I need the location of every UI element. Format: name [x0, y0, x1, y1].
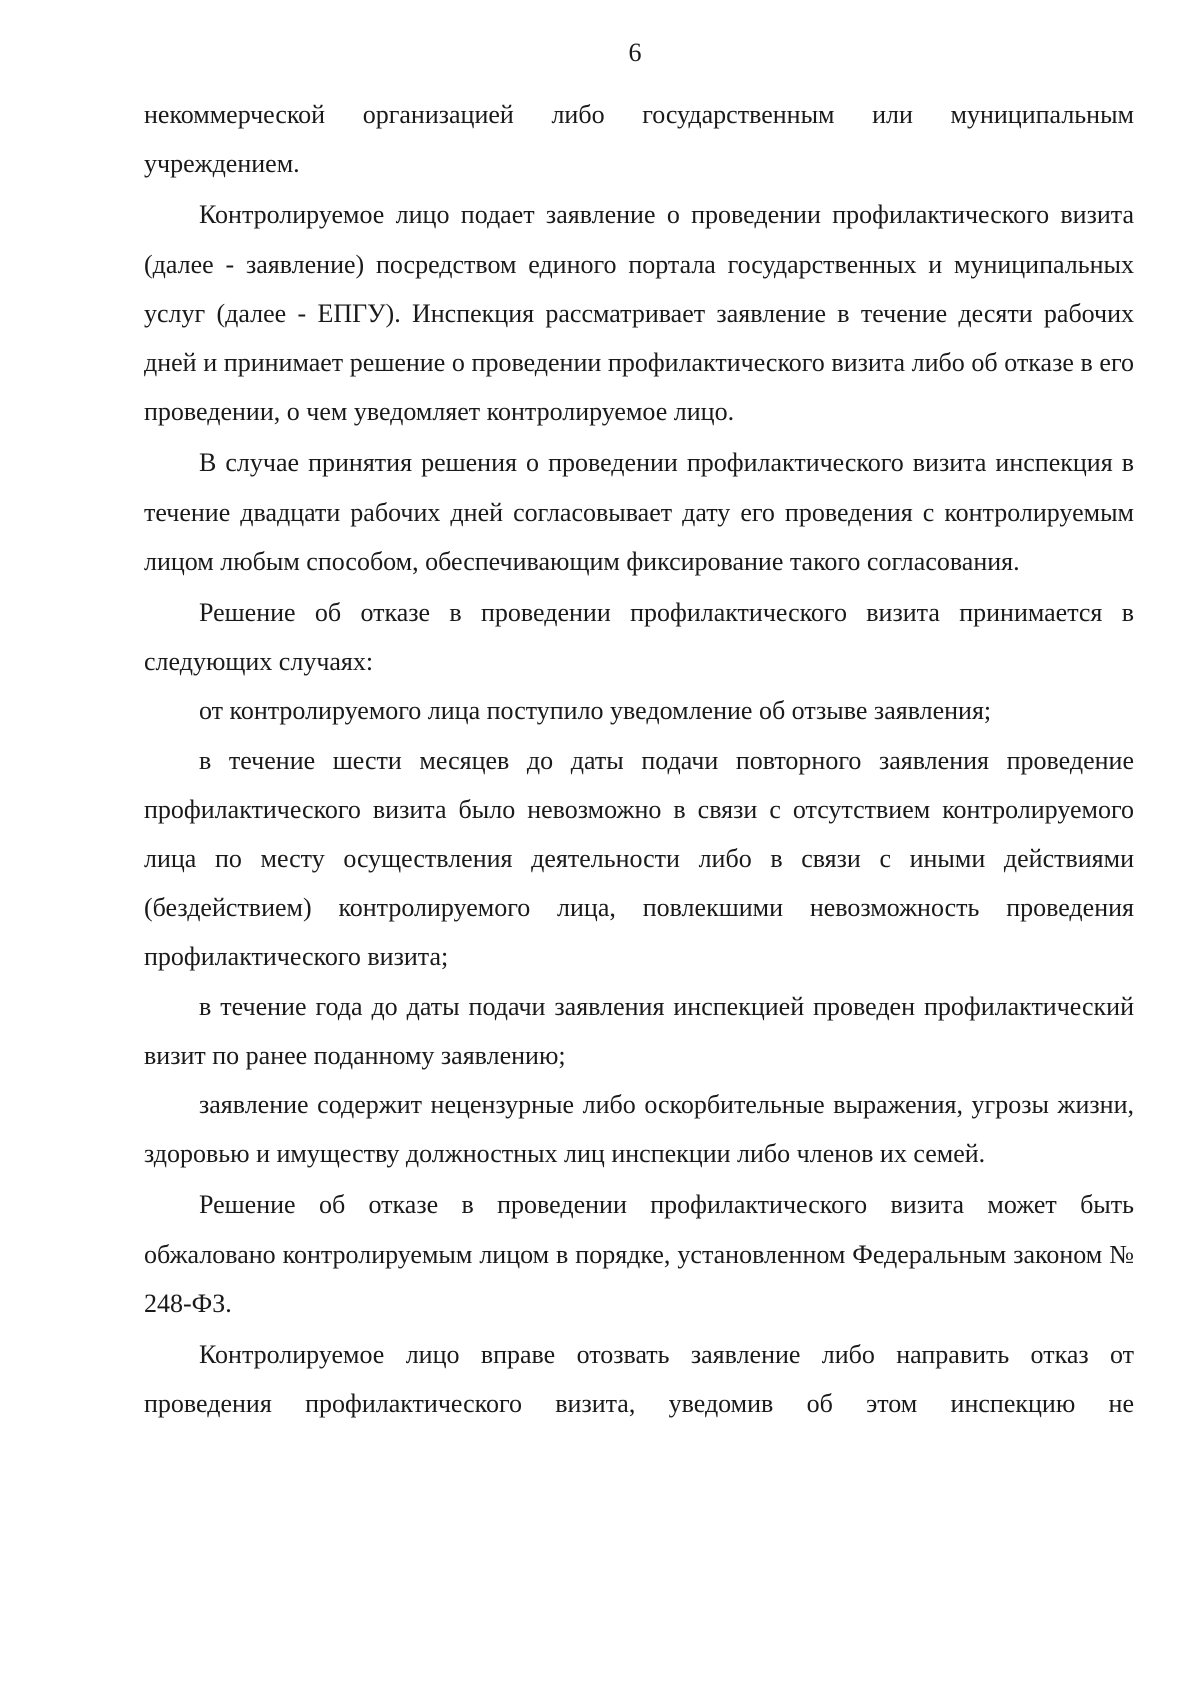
- paragraph: Контролируемое лицо подает заявление о проведении профилактического визита (далее - заявление) посредством единого портала государственных и муниципальных услуг (далее - ЕПГУ). Инспекция рассматривает заявление в течение десяти рабочих дней и принимает решение о проведении профилактического визита либо об отказе в его проведении, о чем уведомляет контролируемое лицо.: [144, 200, 1134, 427]
- paragraph-continuation: некоммерческой организацией либо государственным или муниципальным учреждением.: [144, 100, 1134, 179]
- page-number: 6: [628, 38, 642, 67]
- list-item: в течение шести месяцев до даты подачи повторного заявления проведение профилактического визита было невозможно в связи с отсутствием контролируемого лица по месту осуществления деятельности либо в связи с иными действиями (бездействием) контролируемого лица, повлекшими невозможность проведения профилактического визита;: [144, 745, 1134, 972]
- list-item: заявление содержит нецензурные либо оскорбительные выражения, угрозы жизни, здоровью и имуществу должностных лиц инспекции либо членов их семей.: [144, 1090, 1134, 1169]
- paragraph: Решение об отказе в проведении профилактического визита принимается в следующих случаях:: [144, 598, 1134, 677]
- paragraph: Решение об отказе в проведении профилактического визита может быть обжаловано контролируемым лицом в порядке, установленном Федеральным законом № 248-ФЗ.: [144, 1190, 1134, 1318]
- list-item: от контролируемого лица поступило уведомление об отзыве заявления;: [199, 696, 992, 726]
- document-body: [144, 90, 1134, 1428]
- paragraph: В случае принятия решения о проведении профилактического визита инспекция в течение двадцати рабочих дней согласовывает дату его проведения с контролируемым лицом любым способом, обеспечивающим фиксирование такого согласования.: [144, 448, 1134, 576]
- paragraph-continues-next-page: Контролируемое лицо вправе отозвать заявление либо направить отказ от проведения профилактического визита, уведомив об этом инспекцию не: [144, 1340, 1134, 1419]
- list-item: в течение года до даты подачи заявления инспекцией проведен профилактический визит по ранее поданному заявлению;: [144, 991, 1134, 1070]
